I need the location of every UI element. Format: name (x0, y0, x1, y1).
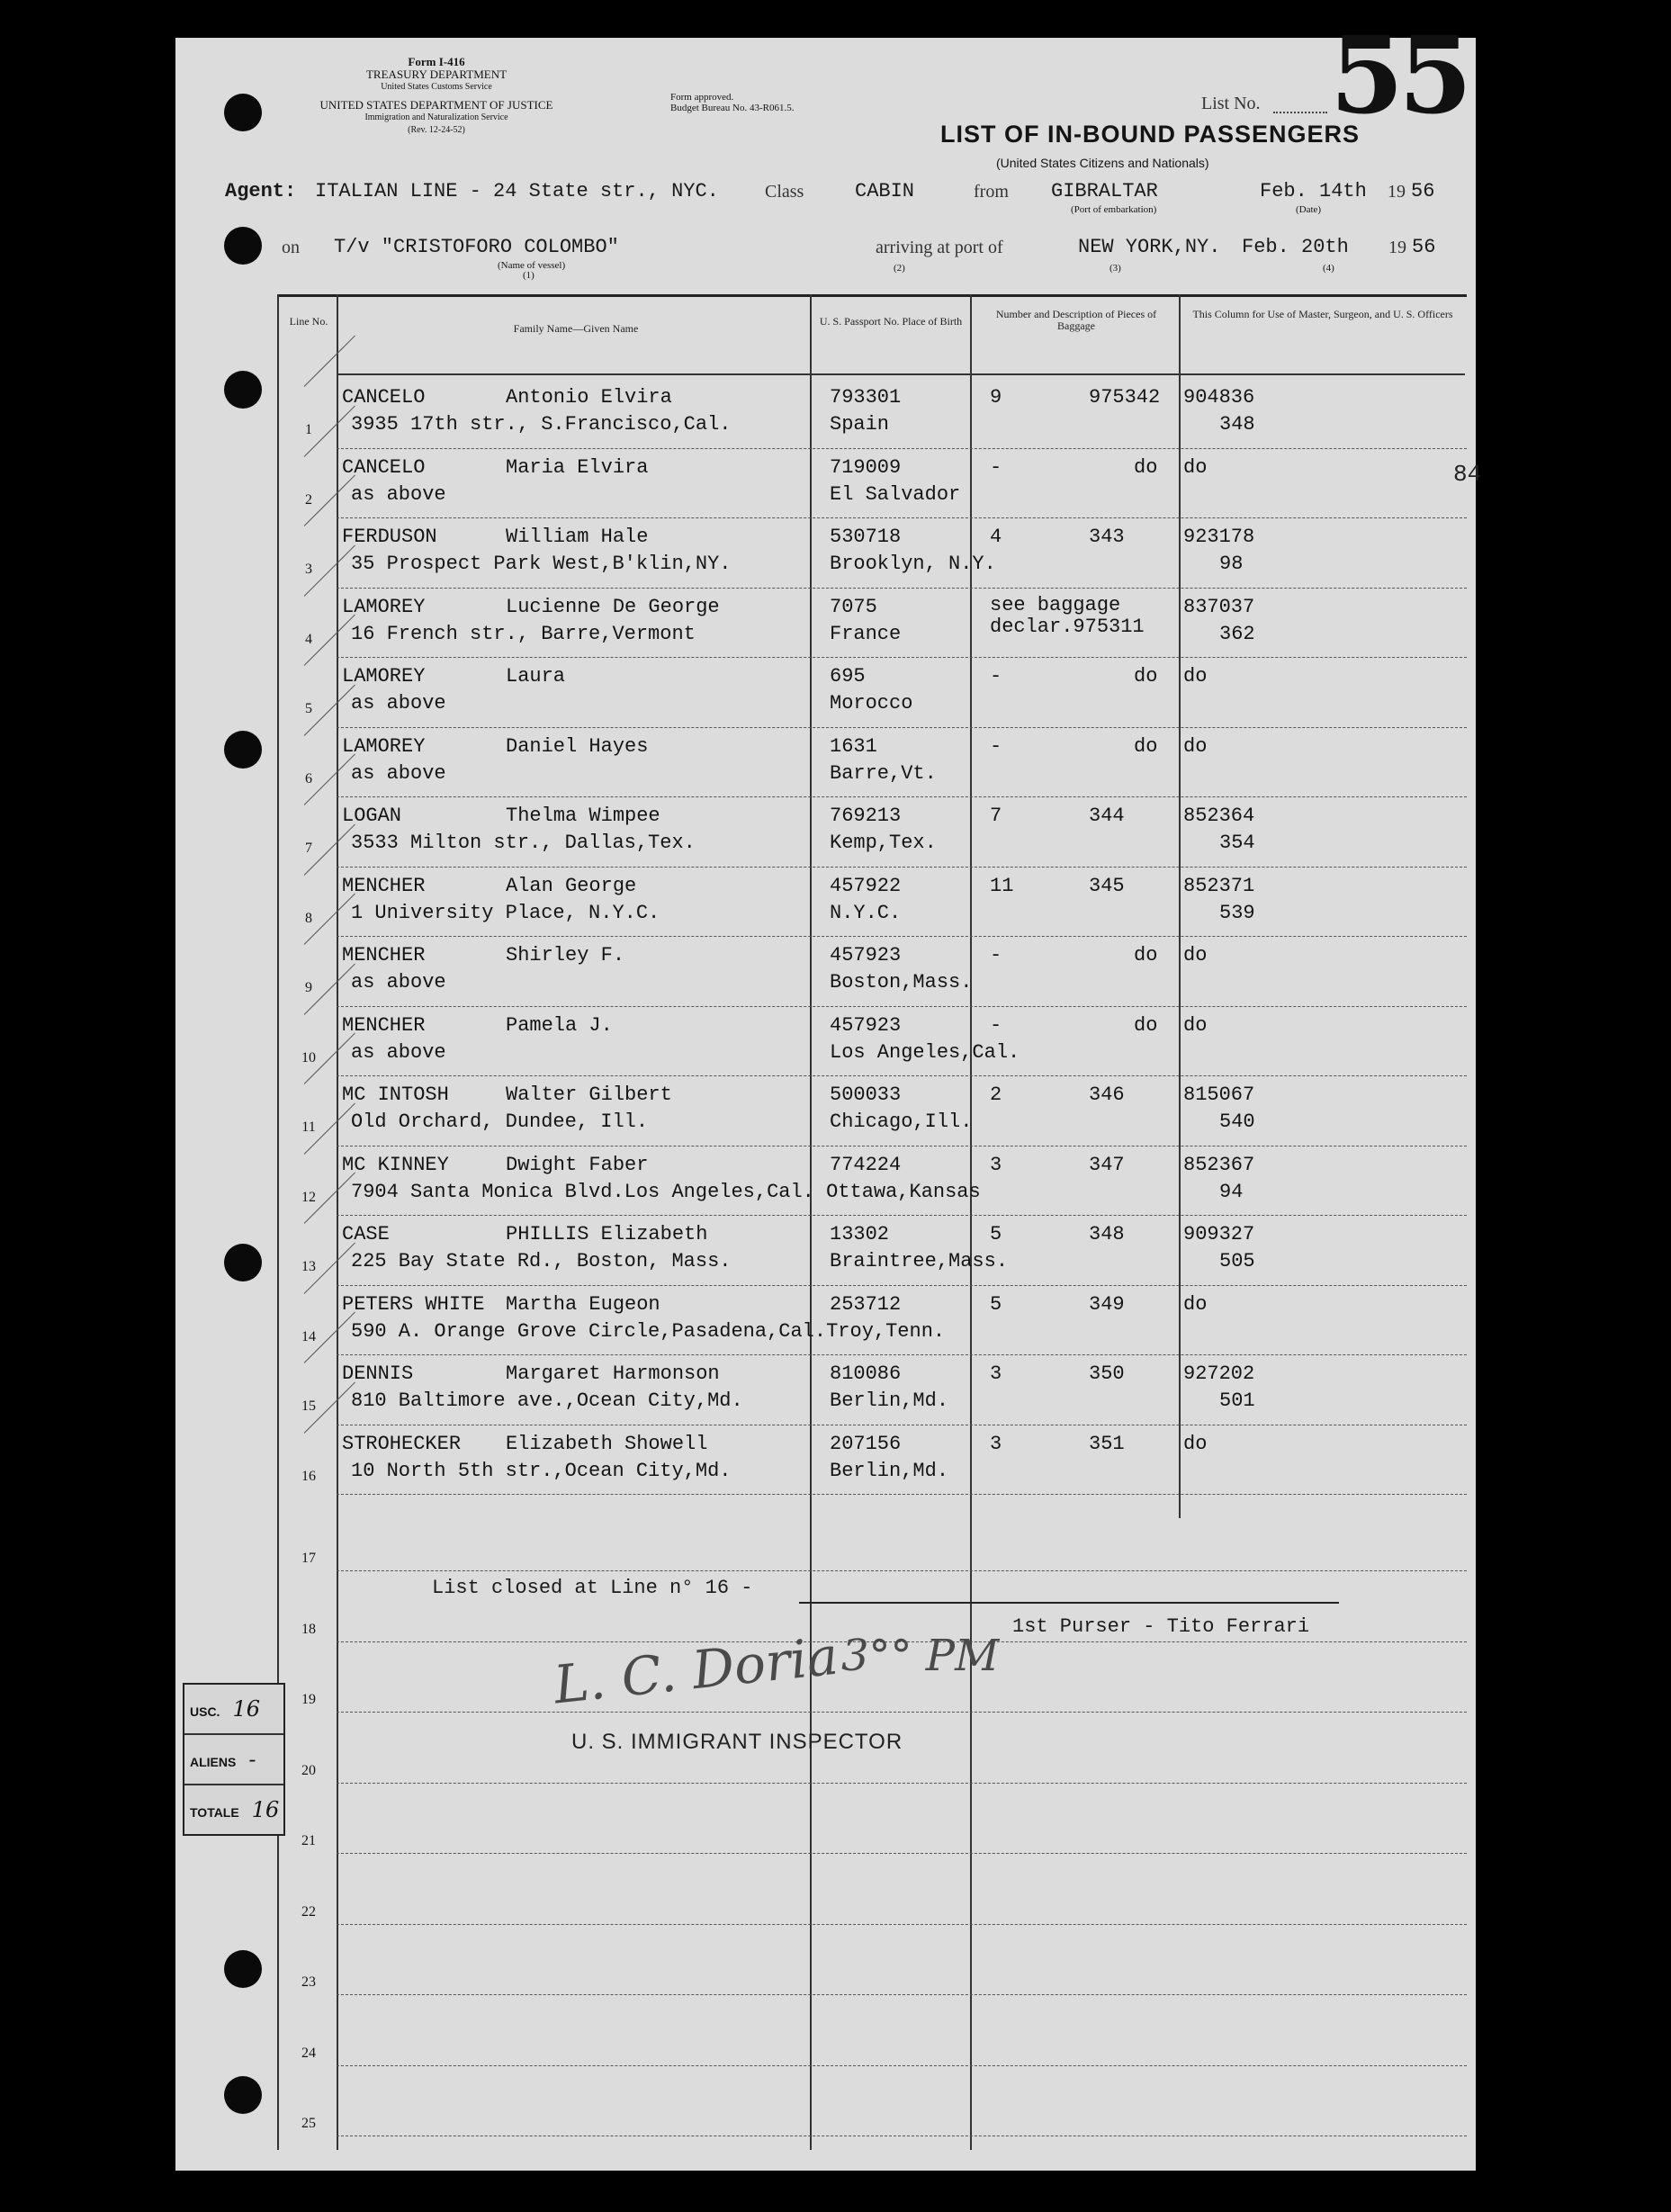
arrival-year-prefix: 19 (1388, 238, 1406, 257)
passenger-family-name: DENNIS (342, 1362, 414, 1385)
page-title: LIST OF IN-BOUND PASSENGERS (940, 121, 1361, 148)
line-number: 14 (301, 1328, 316, 1344)
passenger-given-name: Maria Elvira (506, 455, 649, 479)
row-divider (337, 1494, 1467, 1495)
officer-entry: do (1183, 734, 1208, 758)
arrival-label: arriving at port of (876, 238, 1003, 257)
table-row (279, 589, 1467, 658)
place-of-birth: Berlin,Md. (830, 1459, 949, 1482)
passport-number: 7075 (830, 595, 877, 618)
punch-hole (224, 1950, 262, 1988)
departure-year-prefix: 19 (1388, 182, 1406, 202)
arrival-year: 56 (1412, 236, 1436, 258)
table-top-border (279, 294, 1467, 297)
punch-hole (224, 2076, 262, 2114)
approval-note (670, 92, 794, 113)
tally-usc (184, 1685, 283, 1735)
officer-entry: 837037 (1183, 595, 1255, 618)
line-number: 20 (301, 1762, 316, 1778)
line-number: 1 (305, 422, 312, 437)
officer-entry: do (1183, 455, 1208, 479)
passenger-given-name: William Hale (506, 526, 649, 548)
line-number: 10 (301, 1049, 316, 1066)
place-of-birth: Spain (830, 413, 890, 436)
baggage-number: 351 (1089, 1432, 1125, 1455)
line-number: 3 (305, 562, 312, 577)
passenger-given-name: Dwight Faber (506, 1153, 649, 1176)
baggage-number: 343 (1089, 526, 1125, 548)
baggage-pieces: 2 (990, 1084, 1002, 1106)
tally-total (184, 1785, 283, 1834)
officer-entry: do (1183, 1292, 1208, 1316)
passport-number: 207156 (830, 1432, 902, 1455)
passenger-address: 810 Baltimore ave.,Ocean City,Md. (351, 1389, 743, 1412)
baggage-pieces: - (990, 1013, 1002, 1037)
vessel-caption: (Name of vessel) (498, 260, 566, 271)
officer-entry-2: 539 (1219, 901, 1255, 924)
line-number: 22 (301, 1903, 316, 1920)
place-of-birth: El Salvador (830, 482, 961, 506)
tally-usc-value: 16 (232, 1696, 260, 1722)
vessel-line (282, 236, 1478, 281)
inspection-time: 3°° PM (841, 1631, 1000, 1681)
baggage-number: do (1134, 1013, 1158, 1037)
list-number: 55 (1330, 13, 1468, 138)
passport-number: 500033 (830, 1084, 902, 1106)
punch-hole (224, 731, 262, 769)
passport-number: 457922 (830, 874, 902, 897)
passenger-address: as above (351, 1040, 446, 1064)
passenger-given-name: Pamela J. (506, 1013, 613, 1037)
passenger-family-name: CANCELO (342, 386, 426, 409)
list-no-label: List No. (1201, 94, 1261, 113)
passenger-given-name: Walter Gilbert (506, 1084, 672, 1106)
passport-number: 1631 (830, 734, 877, 758)
col-number: (1) (523, 270, 535, 281)
row-divider (337, 2065, 1467, 2066)
tally-usc-label: USC. (190, 1704, 220, 1719)
officer-entry: 923178 (1183, 526, 1255, 548)
officer-entry: 852364 (1183, 805, 1255, 827)
col-head-line: Line No. (289, 315, 328, 328)
officer-entry: do (1183, 1013, 1208, 1037)
tally-box (183, 1683, 285, 1836)
passenger-address: 3533 Milton str., Dallas,Tex. (351, 832, 696, 854)
baggage-number: declar.975311 (990, 615, 1145, 638)
passenger-address: 225 Bay State Rd., Boston, Mass. (351, 1250, 732, 1272)
table-row (279, 868, 1467, 937)
officer-entry-2: 94 (1219, 1180, 1244, 1203)
officer-entry: 815067 (1183, 1084, 1255, 1106)
tally-total-value: 16 (251, 1797, 280, 1822)
table-row (279, 379, 1467, 448)
baggage-number: do (1134, 455, 1158, 479)
passport-number: 13302 (830, 1223, 890, 1245)
header-underline (337, 373, 1465, 375)
place-of-birth: Boston,Mass. (830, 971, 973, 994)
passenger-family-name: PETERS WHITE (342, 1292, 485, 1316)
line-number: 19 (301, 1692, 316, 1707)
passenger-address: 590 A. Orange Grove Circle,Pasadena,Cal.Troy,Tenn. (351, 1319, 946, 1343)
passport-number: 253712 (830, 1292, 902, 1316)
baggage-number: do (1134, 665, 1158, 688)
passenger-family-name: LAMOREY (342, 595, 426, 618)
passenger-given-name: Shirley F. (506, 944, 625, 967)
table-row (279, 1286, 1467, 1355)
officer-entry-2: 362 (1219, 622, 1255, 645)
dept-line: TREASURY DEPARTMENT (365, 67, 508, 81)
purser-name: 1st Purser - Tito Ferrari (1012, 1615, 1310, 1638)
baggage-number: 345 (1089, 874, 1125, 897)
table-row (279, 797, 1467, 867)
passenger-given-name: Margaret Harmonson (506, 1362, 720, 1385)
passport-number: 769213 (830, 805, 902, 827)
passenger-given-name: Elizabeth Showell (506, 1432, 708, 1455)
passenger-given-name: Martha Eugeon (506, 1292, 660, 1316)
place-of-birth: Kemp,Tex. (830, 832, 937, 854)
embarkation-caption: (Port of embarkation) (1071, 204, 1157, 215)
baggage-pieces: 4 (990, 526, 1002, 548)
passenger-family-name: MENCHER (342, 1013, 426, 1037)
officer-entry: do (1183, 1432, 1208, 1455)
passport-number: 695 (830, 665, 866, 688)
baggage-pieces: 9 (990, 386, 1002, 409)
place-of-birth: Chicago,Ill. (830, 1110, 973, 1133)
passenger-family-name: MENCHER (342, 944, 426, 967)
place-of-birth: France (830, 622, 902, 645)
table-row (279, 937, 1467, 1006)
list-closed-text: List closed at Line n° 16 - (432, 1577, 753, 1599)
place-of-birth: Los Angeles,Cal. (830, 1040, 1020, 1064)
baggage-number: 348 (1089, 1223, 1125, 1245)
row-divider (337, 1712, 1467, 1713)
passenger-address: Old Orchard, Dundee, Ill. (351, 1110, 649, 1133)
baggage-number: 347 (1089, 1153, 1125, 1176)
baggage-pieces: 11 (990, 874, 1014, 897)
baggage-pieces: - (990, 944, 1002, 967)
passenger-family-name: STROHECKER (342, 1432, 462, 1455)
tally-total-label: TOTALE (190, 1805, 239, 1820)
line-number: 17 (301, 1551, 316, 1566)
table-row (279, 658, 1467, 727)
place-of-birth: Morocco (830, 692, 913, 715)
passport-number: 719009 (830, 455, 902, 479)
baggage-pieces: 5 (990, 1292, 1002, 1316)
table-row (279, 449, 1467, 518)
passport-number: 457923 (830, 944, 902, 967)
baggage-number: do (1134, 734, 1158, 758)
passport-number: 774224 (830, 1153, 902, 1176)
passenger-family-name: MC KINNEY (342, 1153, 449, 1176)
col-number: (2) (894, 263, 905, 274)
officer-entry-2: 540 (1219, 1110, 1255, 1133)
approval-line: Form approved. (670, 92, 734, 103)
table-row (279, 728, 1467, 797)
passport-number: 810086 (830, 1362, 902, 1385)
place-of-birth: Braintree,Mass. (830, 1250, 1009, 1272)
line-number: 9 (305, 980, 312, 995)
punch-hole (224, 94, 262, 131)
passenger-address: as above (351, 761, 446, 785)
departure-year: 56 (1411, 180, 1435, 202)
department-block (283, 56, 589, 137)
from-label: from (974, 182, 1009, 202)
col-head-officers: This Column for Use of Master, Surgeon, and U. S. Officers (1192, 308, 1453, 320)
baggage-pieces: 5 (990, 1223, 1002, 1245)
passenger-family-name: CANCELO (342, 455, 426, 479)
dept-line: (Rev. 12-24-52) (408, 125, 465, 135)
row-divider (337, 1994, 1467, 1995)
line-number: 5 (305, 701, 312, 716)
baggage-pieces: 3 (990, 1432, 1002, 1455)
passenger-list-page (175, 13, 1482, 2171)
passenger-given-name: Laura (506, 665, 566, 688)
col-head-baggage: Number and Description of Pieces of Baggage (995, 308, 1157, 332)
col-number: (4) (1323, 263, 1334, 274)
passenger-family-name: LAMOREY (342, 734, 426, 758)
passenger-address: as above (351, 692, 446, 715)
agent-label: Agent: (225, 180, 297, 202)
passenger-address: 1 University Place, N.Y.C. (351, 901, 660, 924)
tally-aliens-value: - (248, 1747, 256, 1772)
col-head-name: Family Name—Given Name (513, 322, 639, 335)
line-number: 12 (301, 1189, 316, 1205)
passenger-address: 35 Prospect Park West,B'klin,NY. (351, 553, 732, 575)
passenger-address: 7904 Santa Monica Blvd.Los Angeles,Cal. Ottawa,Kansas (351, 1180, 981, 1203)
passenger-given-name: Thelma Wimpee (506, 805, 660, 827)
line-number: 23 (301, 1974, 316, 1990)
form-number: Form I-416 (408, 55, 465, 68)
arrival-date: Feb. 20th (1242, 236, 1349, 258)
passport-number: 793301 (830, 386, 902, 409)
row-divider (337, 1783, 1467, 1784)
list-no-dots (1273, 112, 1327, 113)
passenger-given-name: Antonio Elvira (506, 386, 672, 409)
margin-note: 84 (1453, 461, 1482, 488)
passenger-family-name: MENCHER (342, 874, 426, 897)
baggage-pieces: - (990, 734, 1002, 758)
approval-line: Budget Bureau No. 43-R061.5. (670, 103, 795, 113)
passenger-address: 3935 17th str., S.Francisco,Cal. (351, 413, 732, 436)
punch-hole (224, 227, 262, 265)
officer-entry-2: 354 (1219, 832, 1255, 854)
passenger-given-name: Alan George (506, 874, 637, 897)
officer-entry: 904836 (1183, 386, 1255, 409)
officer-entry: 927202 (1183, 1362, 1255, 1385)
row-divider (337, 1570, 1467, 1571)
passenger-family-name: LOGAN (342, 805, 402, 827)
arrival-port: NEW YORK,NY. (1078, 236, 1221, 258)
closing-signature-line (799, 1602, 1339, 1604)
table-row (279, 1216, 1467, 1285)
baggage-number: do (1134, 944, 1158, 967)
line-number: 21 (301, 1833, 316, 1848)
inspector-signature: L. C. Doria (551, 1624, 841, 1716)
on-label: on (282, 238, 300, 257)
baggage-pieces: see baggage (990, 593, 1121, 616)
dept-line: UNITED STATES DEPARTMENT OF JUSTICE (319, 98, 553, 112)
place-of-birth: Barre,Vt. (830, 761, 937, 785)
row-divider (337, 1924, 1467, 1925)
baggage-pieces: 3 (990, 1153, 1002, 1176)
passenger-given-name: PHILLIS Elizabeth (506, 1223, 708, 1245)
departure-date: Feb. 14th (1260, 180, 1367, 202)
punch-hole (224, 371, 262, 409)
baggage-number: 349 (1089, 1292, 1125, 1316)
place-of-birth: N.Y.C. (830, 901, 902, 924)
passenger-family-name: LAMOREY (342, 665, 426, 688)
passenger-family-name: MC INTOSH (342, 1084, 449, 1106)
date-caption: (Date) (1296, 204, 1322, 215)
place-of-birth: Berlin,Md. (830, 1389, 949, 1412)
pencil-check-mark (304, 336, 355, 387)
agent-value: ITALIAN LINE - 24 State str., NYC. (315, 180, 719, 202)
line-number: 11 (301, 1119, 316, 1135)
line-number: 18 (301, 1621, 316, 1637)
passenger-given-name: Lucienne De George (506, 595, 720, 618)
baggage-number: 350 (1089, 1362, 1125, 1385)
officer-entry-2: 501 (1219, 1389, 1255, 1412)
passenger-address: 16 French str., Barre,Vermont (351, 622, 696, 645)
class-value: CABIN (855, 180, 915, 202)
officer-entry-2: 98 (1219, 553, 1244, 575)
baggage-pieces: 3 (990, 1362, 1002, 1385)
dept-line: Immigration and Naturalization Service (364, 112, 508, 122)
table-row (279, 1007, 1467, 1076)
agent-line (225, 180, 1476, 216)
inspector-stamp: U. S. IMMIGRANT INSPECTOR (571, 1730, 903, 1754)
baggage-number: 975342 (1089, 386, 1161, 409)
table-row (279, 518, 1467, 588)
embarkation-port: GIBRALTAR (1051, 180, 1158, 202)
baggage-pieces: 7 (990, 805, 1002, 827)
passport-number: 457923 (830, 1013, 902, 1037)
officer-entry-2: 348 (1219, 413, 1255, 436)
vessel-name: T/v "CRISTOFORO COLOMBO" (334, 236, 619, 258)
passenger-given-name: Daniel Hayes (506, 734, 649, 758)
line-number: 13 (301, 1259, 316, 1274)
tally-aliens (184, 1735, 283, 1785)
passenger-family-name: FERDUSON (342, 526, 437, 548)
table-row (279, 1076, 1467, 1146)
tally-aliens-label: ALIENS (190, 1755, 237, 1769)
baggage-number: 344 (1089, 805, 1125, 827)
table-row (279, 1355, 1467, 1425)
baggage-pieces: - (990, 665, 1002, 688)
line-number: 2 (305, 491, 312, 508)
line-number: 4 (305, 631, 312, 647)
officer-entry: 852371 (1183, 874, 1255, 897)
line-number: 6 (305, 770, 312, 787)
col-number: (3) (1110, 263, 1121, 274)
page-subtitle: (United States Citizens and Nationals) (996, 156, 1209, 170)
officer-entry: 852367 (1183, 1153, 1255, 1176)
table-row (279, 1425, 1467, 1495)
col-head-passport: U. S. Passport No. Place of Birth (819, 315, 963, 328)
table-row (279, 1146, 1467, 1216)
row-divider (337, 1853, 1467, 1854)
class-label: Class (765, 182, 804, 202)
passenger-address: as above (351, 971, 446, 994)
line-number: 15 (301, 1398, 316, 1414)
place-of-birth: Brooklyn, N.Y. (830, 553, 996, 575)
line-number: 7 (305, 841, 312, 856)
officer-entry: do (1183, 665, 1208, 688)
officer-entry: 909327 (1183, 1223, 1255, 1245)
officer-entry: do (1183, 944, 1208, 967)
baggage-number: 346 (1089, 1084, 1125, 1106)
passenger-table (279, 294, 1467, 2150)
officer-entry-2: 505 (1219, 1250, 1255, 1272)
passenger-address: 10 North 5th str.,Ocean City,Md. (351, 1459, 732, 1482)
line-number: 25 (301, 2116, 316, 2131)
passenger-address: as above (351, 482, 446, 506)
passenger-family-name: CASE (342, 1223, 390, 1245)
baggage-pieces: - (990, 455, 1002, 479)
line-number: 8 (305, 910, 312, 926)
line-number: 16 (301, 1468, 316, 1484)
passport-number: 530718 (830, 526, 902, 548)
line-number: 24 (301, 2045, 316, 2061)
punch-hole (224, 1244, 262, 1281)
dept-line: United States Customs Service (381, 82, 492, 92)
